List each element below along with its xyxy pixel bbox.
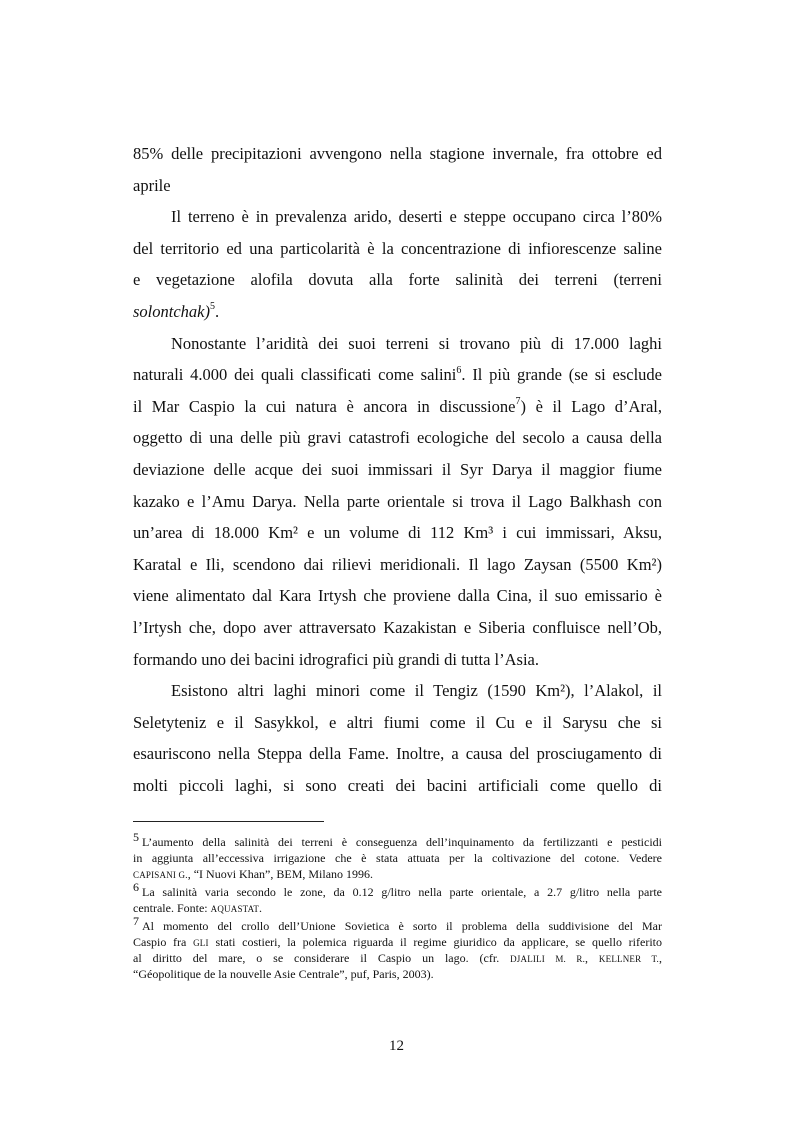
footnote-line — [133, 934, 662, 950]
text-line: l’Irtysh che, dopo aver attraversato Kazakistan e Siberia confluisce nell’Ob, — [133, 617, 662, 637]
text-line: viene alimentato dal Kara Irtysh che proviene dalla Cina, il suo emissario è — [133, 586, 662, 606]
footnote-ref: 7 — [515, 396, 521, 408]
footnote-text: , — [659, 951, 662, 965]
text-line: kazako e l’Amu Darya. Nella parte orientale si trova il Lago Balkhash con — [133, 491, 662, 511]
footnote-text: La salinità varia secondo le zone, da 0.12 g/litro nella parte orientale, a 2.7 g/litro nella parte — [142, 885, 662, 899]
footnote-text: . — [259, 901, 263, 915]
footnote-line — [133, 880, 662, 900]
footnote-ref: 5 — [209, 301, 215, 313]
text-fragment: il Mar Caspio la cui natura è ancora in discussione — [133, 396, 516, 416]
footnote-ref: 6 — [456, 364, 462, 376]
text-fragment: ) è il Lago d’Aral, — [520, 396, 662, 416]
text-line: un’area di 18.000 Km² e un volume di 112 Km³ i cui immissari, Aksu, — [133, 523, 662, 543]
footnote-text: , “I Nuovi Khan”, BEM, Milano 1996. — [187, 867, 374, 881]
source-name: AQUASTAT — [210, 904, 260, 914]
text-line: e vegetazione alofila dovuta alla forte salinità dei terreni (terreni — [133, 270, 662, 290]
italic-term: solontchak) — [133, 301, 210, 321]
author-name: DJALILI M. R. — [510, 954, 586, 964]
footnote-text: Al momento del crollo dell’Unione Sovietica è sorto il problema della suddivisione del Mar — [142, 919, 662, 933]
footnote-line — [133, 866, 662, 882]
author-name: CAPISANI G. — [133, 870, 188, 880]
main-text — [133, 138, 662, 801]
text-line: oggetto di una delle più gravi catastrofi ecologiche del secolo a causa della — [133, 428, 662, 448]
text-line: Esistono altri laghi minori come il Tengiz (1590 Km²), l’Alakol, il — [171, 681, 662, 701]
text-line: esauriscono nella Steppa della Fame. Inoltre, a causa del prosciugamento di — [133, 744, 662, 764]
text-fragment: . Il più grande (se si esclude — [461, 365, 663, 385]
footnote-number: 6 — [133, 880, 139, 894]
footnote-line: “Géopolitique de la nouvelle Asie Centrale”, puf, Paris, 2003). — [133, 967, 434, 981]
text-line — [133, 391, 662, 423]
footnote-text: Caspio fra — [133, 935, 194, 949]
text-line: Karatal e Ili, scendono dai rilievi meridionali. Il lago Zaysan (5500 Km²) — [133, 554, 662, 574]
text-line: Il terreno è in prevalenza arido, deserti e steppe occupano circa l’80% — [171, 207, 662, 227]
small-caps-word: GLI — [193, 938, 209, 948]
footnote-number: 5 — [133, 830, 139, 844]
text-line: del territorio ed una particolarità è la concentrazione di infiorescenze saline — [133, 238, 662, 258]
footnote-line — [133, 830, 662, 850]
footnote-text: al diritto del mare, o se considerare il Caspio un lago. (cfr. — [133, 951, 511, 965]
footnote-line — [133, 950, 662, 966]
footnote-text: L’aumento della salinità dei terreni è conseguenza dell’inquinamento da fertilizzanti e pesticidi — [142, 835, 662, 849]
text-line: Seletyteniz e il Sasykkol, e altri fiumi come il Cu e il Sarysu che si — [133, 712, 662, 732]
footnote-line — [133, 900, 662, 916]
text-line: Nonostante l’aridità dei suoi terreni si trovano più di 17.000 laghi — [171, 333, 662, 353]
footnotes — [133, 830, 662, 982]
text-line: 85% delle precipitazioni avvengono nella stagione invernale, fra ottobre ed — [133, 144, 662, 163]
footnote-text: stati costieri, la polemica riguarda il regime giuridico da applicare, se quello riferito — [208, 935, 662, 949]
footnote-line: in aggiunta all’eccessiva irrigazione che è stata attuata per la coltivazione del cotone. Vedere — [133, 851, 662, 865]
text-fragment: naturali 4.000 dei quali classificati come salini — [133, 365, 457, 385]
footnote-line — [133, 914, 662, 934]
page-number: 12 — [389, 1038, 404, 1054]
footnote-separator — [133, 821, 324, 822]
footnote-number: 7 — [133, 914, 139, 928]
footnote-text: centrale. Fonte: — [133, 901, 211, 915]
text-line: molti piccoli laghi, si sono creati dei bacini artificiali come quello di — [133, 775, 662, 795]
text-line: formando uno dei bacini idrografici più grandi di tutta l’Asia. — [133, 649, 539, 669]
text-line: deviazione delle acque dei suoi immissari il Syr Darya il maggior fiume — [133, 459, 662, 479]
text-line — [133, 359, 662, 391]
text-line: aprile — [133, 175, 171, 195]
footnote-text: , — [585, 951, 599, 965]
text-line — [133, 296, 662, 328]
text-fragment: . — [214, 301, 220, 321]
author-name: KELLNER T. — [598, 954, 659, 964]
